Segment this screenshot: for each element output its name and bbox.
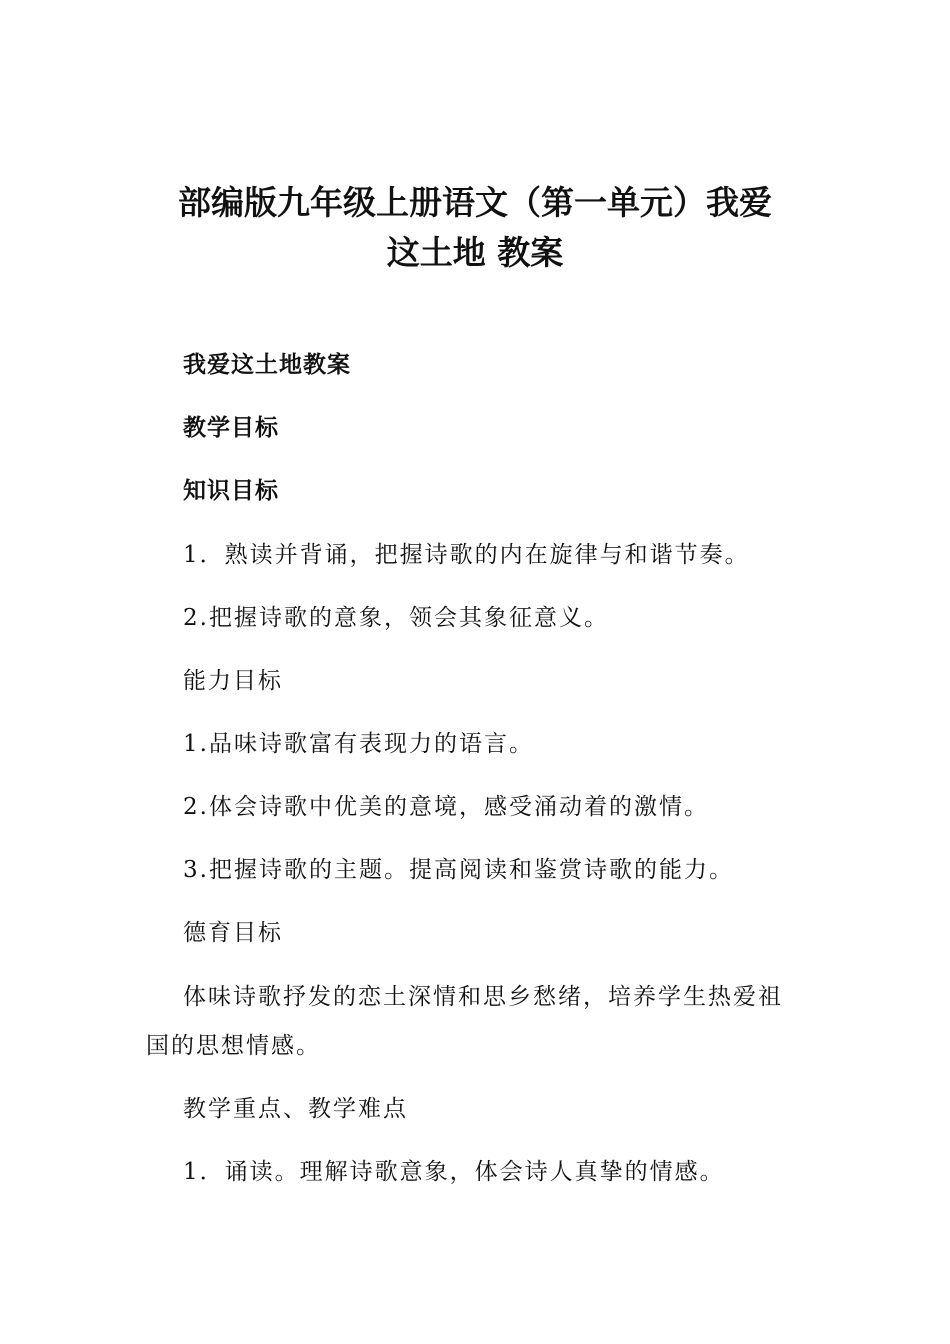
main-heading: 我爱这土地教案 [183, 352, 351, 378]
ability-goal-1: 1.品味诗歌富有表现力的语言。 [183, 731, 534, 757]
moral-goal-text-line1: 体味诗歌抒发的恋土深情和思乡愁绪，培养学生热爱祖 [183, 984, 783, 1010]
ability-goal-2: 2.体会诗歌中优美的意境，感受涌动着的激情。 [183, 794, 709, 820]
teaching-goals-heading: 教学目标 [183, 415, 279, 441]
knowledge-goals-heading: 知识目标 [183, 478, 279, 504]
moral-goal-text-line2: 国的思想情感。 [146, 1033, 321, 1059]
knowledge-goal-1: 1．熟读并背诵，把握诗歌的内在旋律与和谐节奏。 [183, 542, 750, 568]
ability-goal-3: 3.把握诗歌的主题。提高阅读和鉴赏诗歌的能力。 [183, 857, 734, 883]
moral-goals-heading: 德育目标 [183, 920, 283, 946]
ability-goals-heading: 能力目标 [183, 668, 283, 694]
document-title-line1: 部编版九年级上册语文（第一单元）我爱 [178, 183, 772, 222]
knowledge-goal-2: 2.把握诗歌的意象，领会其象征意义。 [183, 605, 609, 631]
key-point-1: 1．诵读。理解诗歌意象，体会诗人真挚的情感。 [183, 1159, 725, 1185]
key-points-heading: 教学重点、教学难点 [183, 1096, 408, 1122]
document-title-line2: 这土地 教案 [386, 233, 564, 272]
